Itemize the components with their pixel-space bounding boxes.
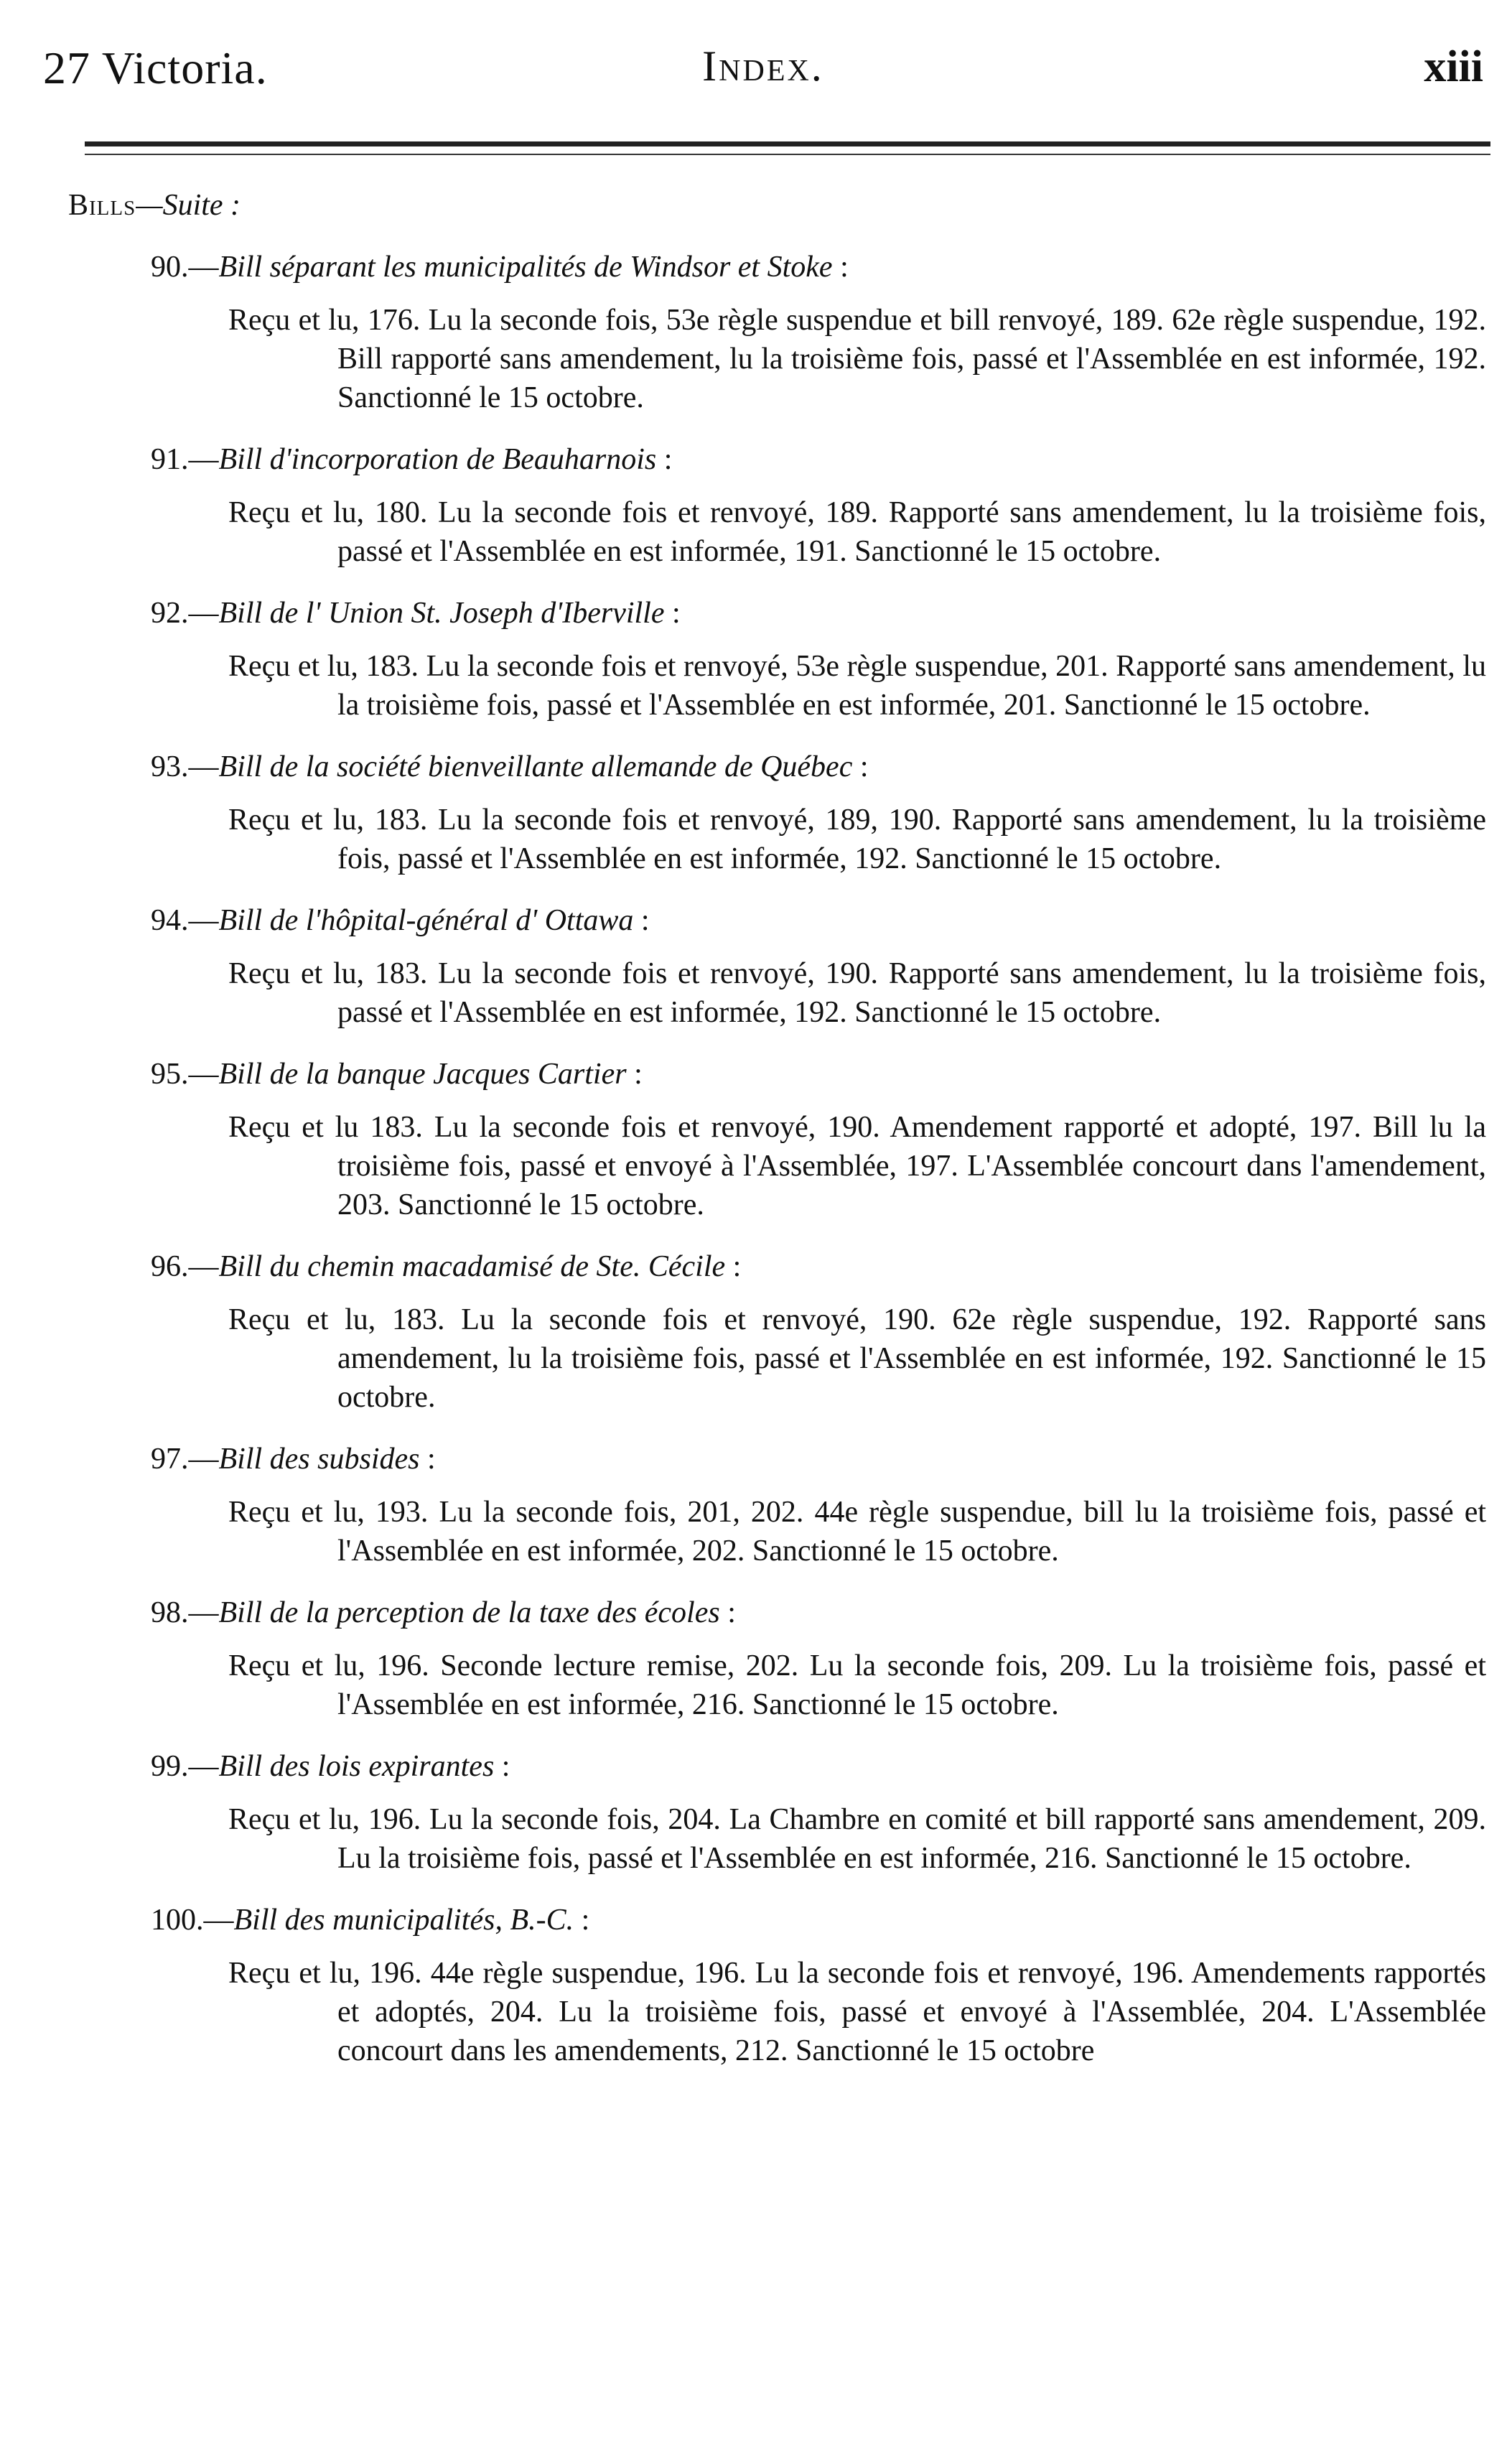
- index-entry: [0, 1055, 1512, 1224]
- entry-title-punct: :: [494, 1750, 510, 1783]
- entry-number: 93.—: [151, 750, 219, 783]
- entry-title-text: Bill des subsides: [218, 1443, 420, 1476]
- entry-body: Reçu et lu, 193. Lu la seconde fois, 201, 202. 44e règle suspendue, bill lu la troisième fois, passé et l'Assemblée en est informée, 202. Sanctionné le 15 octobre.: [228, 1496, 1486, 1568]
- entry-title-punct: :: [725, 1250, 742, 1283]
- entry-title: [151, 1055, 1512, 1094]
- volume-label: 27 Victoria.: [43, 42, 268, 93]
- entry-title-punct: :: [419, 1443, 436, 1476]
- index-entry: [0, 748, 1512, 878]
- section-heading-suffix: —Suite :: [136, 189, 241, 222]
- entry-body: Reçu et lu, 196. 44e règle suspendue, 196. Lu la seconde fois et renvoyé, 196. Amendements rapportés et adoptés, 204. Lu la troisième fois, passé et envoyé à l'Assemblée, 204. L'Assemblée concourt dans les amendements, 212. Sanctionné le 15 octobre: [228, 1957, 1486, 2067]
- entry-title: [151, 1901, 1512, 1940]
- entry-title-punct: :: [664, 597, 681, 630]
- entry-title-punct: :: [832, 251, 849, 284]
- entry-number: 99.—: [151, 1750, 219, 1783]
- index-entry: [0, 1593, 1512, 1724]
- entry-body: Reçu et lu 183. Lu la seconde fois et renvoyé, 190. Amendement rapporté et adopté, 197. Bill lu la troisième fois, passé et envoyé à l'Assemblée, 197. L'Assemblée concourt dans l'amendement, 203. Sanctionné le 15 octobre.: [228, 1111, 1486, 1221]
- entry-title-text: Bill de la banque Jacques Cartier: [218, 1058, 627, 1091]
- entry-body: Reçu et lu, 176. Lu la seconde fois, 53e règle suspendue et bill renvoyé, 189. 62e règle suspendue, 192. Bill rapporté sans amendement, lu la troisième fois, passé et l'Assemblée en est informée, 192. Sanctionné le 15 octobre.: [228, 304, 1486, 414]
- entry-title: [151, 1440, 1512, 1479]
- entry-title-text: Bill séparant les municipalités de Windsor et Stoke: [218, 251, 833, 284]
- entry-body: Reçu et lu, 183. Lu la seconde fois et renvoyé, 53e règle suspendue, 201. Rapporté sans amendement, lu la troisième fois, passé et l'Assemblée en est informée, 201. Sanctionné le 15 octobre.: [228, 650, 1486, 722]
- entry-title: [151, 1247, 1512, 1286]
- entry-number: 96.—: [151, 1250, 219, 1283]
- index-entry: [0, 248, 1512, 417]
- entry-body: Reçu et lu, 183. Lu la seconde fois et renvoyé, 190. Rapporté sans amendement, lu la troisième fois, passé et l'Assemblée en est informée, 192. Sanctionné le 15 octobre.: [228, 957, 1486, 1029]
- page-title: Index.: [702, 42, 824, 90]
- entry-body: Reçu et lu, 183. Lu la seconde fois et renvoyé, 190. 62e règle suspendue, 192. Rapporté sans amendement, lu la troisième fois, passé et l'Assemblée en est informée, 192. Sanctionné le 15 octobre.: [228, 1303, 1486, 1414]
- entry-body: Reçu et lu, 196. Lu la seconde fois, 204. La Chambre en comité et bill rapporté sans amendement, 209. Lu la troisième fois, passé et l'Assemblée en est informée, 216. Sanctionné le 15 octobre.: [228, 1803, 1486, 1875]
- index-entry: [0, 1247, 1512, 1417]
- entry-body: Reçu et lu, 180. Lu la seconde fois et renvoyé, 189. Rapporté sans amendement, lu la troisième fois, passé et l'Assemblée en est informée, 191. Sanctionné le 15 octobre.: [228, 496, 1486, 568]
- index-entry: [0, 1747, 1512, 1878]
- entry-number: 97.—: [151, 1443, 219, 1476]
- entry-title-punct: :: [626, 1058, 643, 1091]
- entry-title-text: Bill des lois expirantes: [218, 1750, 495, 1783]
- running-header: [43, 42, 1483, 121]
- entry-title-text: Bill de la perception de la taxe des écoles: [218, 1596, 720, 1629]
- entry-number: 98.—: [151, 1596, 219, 1629]
- header-rule-thick: [85, 141, 1490, 146]
- header-rule-thin: [85, 154, 1490, 155]
- entry-body: Reçu et lu, 196. Seconde lecture remise, 202. Lu la seconde fois, 209. Lu la troisième fois, passé et l'Assemblée en est informée, 216. Sanctionné le 15 octobre.: [228, 1649, 1486, 1721]
- entry-number: 90.—: [151, 251, 219, 284]
- entry-title: [151, 440, 1512, 479]
- entry-number: 92.—: [151, 597, 219, 630]
- entry-title-text: Bill des municipalités, B.-C.: [233, 1904, 574, 1937]
- entry-number: 95.—: [151, 1058, 219, 1091]
- entry-title-text: Bill du chemin macadamisé de Ste. Cécile: [218, 1250, 726, 1283]
- section-heading-caps: Bills: [68, 189, 136, 222]
- entry-number: 100.—: [151, 1904, 234, 1937]
- entry-title-punct: :: [574, 1904, 590, 1937]
- entry-title-punct: :: [852, 750, 869, 783]
- index-entry: [0, 1901, 1512, 2070]
- entry-title: [151, 1747, 1512, 1786]
- entry-title: [151, 248, 1512, 287]
- entry-title-punct: :: [633, 904, 650, 937]
- section-heading: [68, 188, 241, 223]
- page-number: xiii: [1424, 42, 1483, 91]
- entry-title: [151, 594, 1512, 633]
- index-entry: [0, 594, 1512, 725]
- entry-title-text: Bill de l'hôpital-général d' Ottawa: [218, 904, 634, 937]
- index-entries: [0, 248, 1512, 2093]
- entry-number: 91.—: [151, 443, 219, 476]
- entry-title-text: Bill d'incorporation de Beauharnois: [218, 443, 657, 476]
- index-entry: [0, 1440, 1512, 1570]
- entry-title-text: Bill de l' Union St. Joseph d'Iberville: [218, 597, 665, 630]
- index-entry: [0, 901, 1512, 1032]
- entry-title-text: Bill de la société bienveillante allemande de Québec: [218, 750, 853, 783]
- index-entry: [0, 440, 1512, 571]
- entry-title-punct: :: [656, 443, 673, 476]
- entry-body: Reçu et lu, 183. Lu la seconde fois et renvoyé, 189, 190. Rapporté sans amendement, lu la troisième fois, passé et l'Assemblée en est informée, 192. Sanctionné le 15 octobre.: [228, 804, 1486, 875]
- entry-title: [151, 901, 1512, 940]
- entry-title-punct: :: [719, 1596, 736, 1629]
- entry-number: 94.—: [151, 904, 219, 937]
- entry-title: [151, 748, 1512, 786]
- entry-title: [151, 1593, 1512, 1632]
